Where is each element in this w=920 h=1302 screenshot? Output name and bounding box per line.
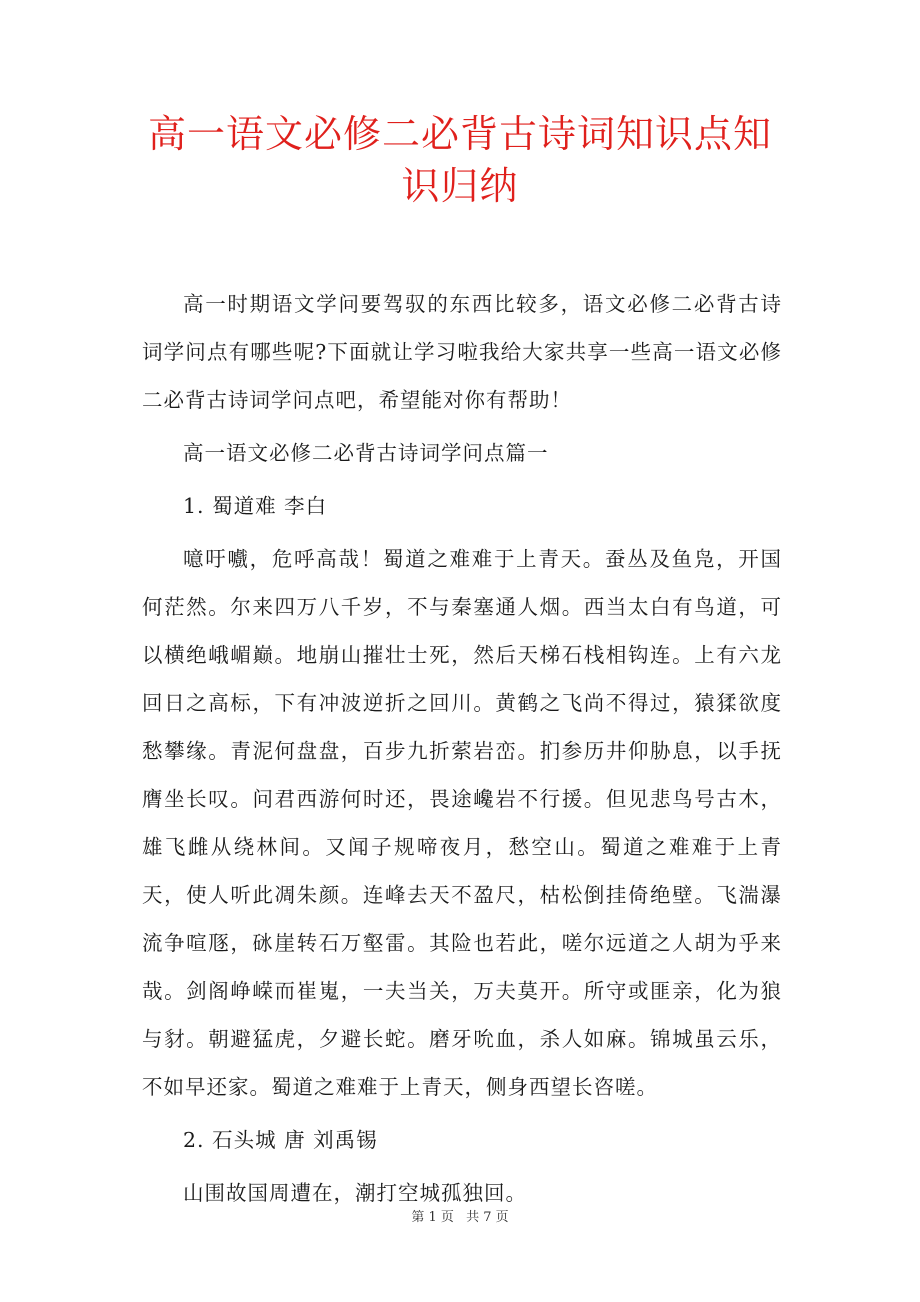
poem-title: 2. 石头城 唐 刘禹锡 — [183, 1128, 378, 1152]
page-title: 高一语文必修二必背古诗词知识点知识归纳 — [147, 112, 772, 208]
document-body — [142, 280, 782, 1222]
section-heading: 高一语文必修二必背古诗词学问点篇一 — [183, 441, 549, 465]
poem-text: 山围故国周遭在，潮打空城孤独回。 — [183, 1181, 527, 1205]
page-footer — [0, 1206, 920, 1225]
page-number: 第 1 页 — [411, 1210, 454, 1225]
poem-text: 噫吁嚱，危呼高哉！蜀道之难难于上青天。蚕丛及鱼凫，开国何茫然。尔来四万八千岁，不与秦塞通人烟。西当太白有鸟道，可以横绝峨嵋巅。地崩山摧壮士死，然后天梯石栈相钩连。上有六龙回日之高标，下有冲波逆折之回川。黄鹤之飞尚不得过，猿猱欲度愁攀缘。青泥何盘盘，百步九折萦岩峦。扪参历井仰胁息，以手抚膺坐长叹。问君西游何时还，畏途巉岩不行援。但见悲鸟号古木，雄飞雌从绕林间。又闻子规啼夜月，愁空山。蜀道之难难于上青天，使人听此凋朱颜。连峰去天不盈尺，枯松倒挂倚绝壁。飞湍瀑流争喧豗，砯崖转石万壑雷。其险也若此，嗟尔远道之人胡为乎来哉。剑阁峥嵘而崔嵬，一夫当关，万夫莫开。所守或匪亲，化为狼与豺。朝避猛虎，夕避长蛇。磨牙吮血，杀人如麻。锦城虽云乐，不如早还家。蜀道之难难于上青天，侧身西望长咨嗟。 — [142, 547, 782, 1099]
intro-paragraph: 高一时期语文学问要驾驭的东西比较多，语文必修二必背古诗词学问点有哪些呢?下面就让学习啦我给大家共享一些高一语文必修二必背古诗词学问点吧，希望能对你有帮助！ — [142, 292, 782, 412]
page-total: 共 7 页 — [466, 1210, 509, 1225]
poem-title: 1. 蜀道难 李白 — [183, 494, 328, 518]
